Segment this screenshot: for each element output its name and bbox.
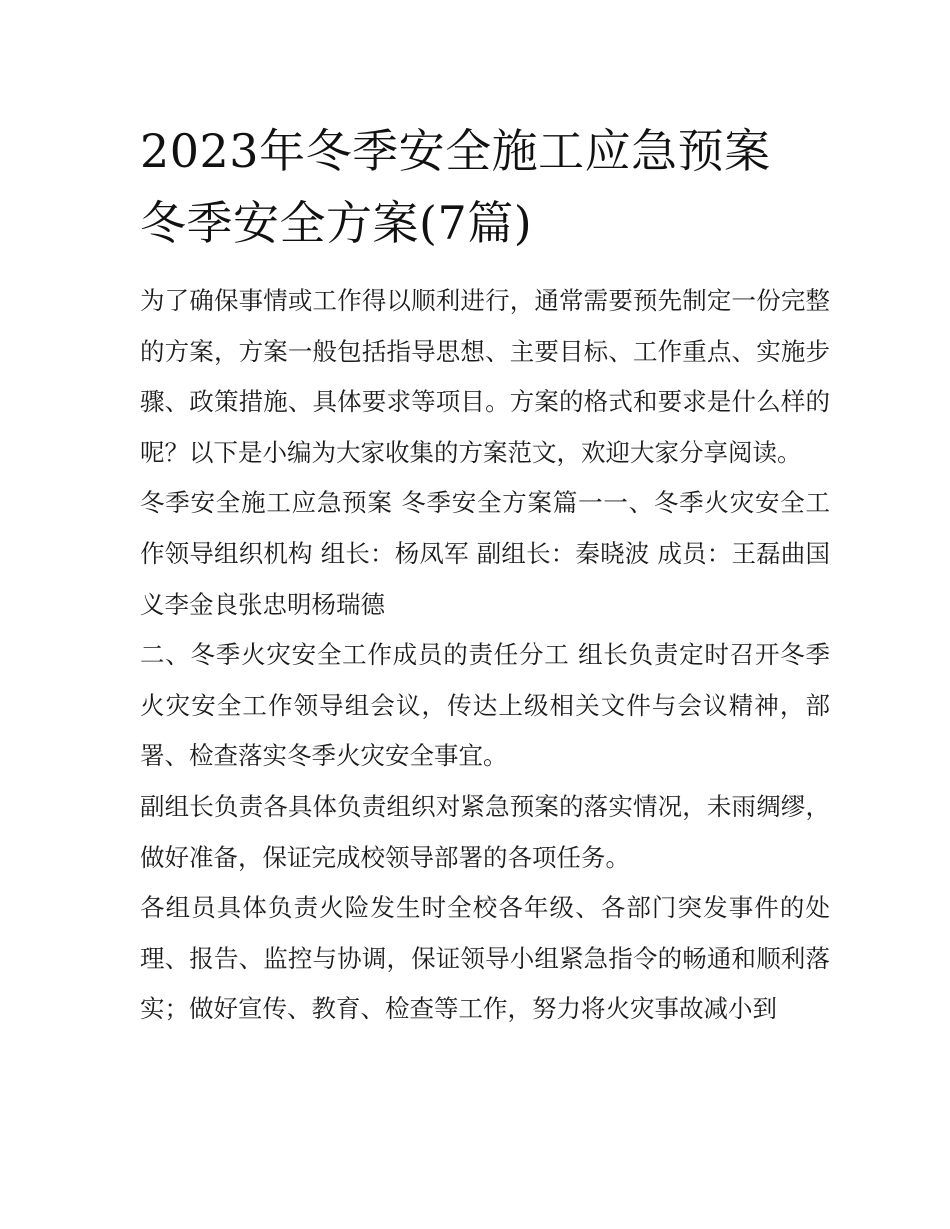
title-line-1: 2023年冬季安全施工应急预案 bbox=[140, 124, 771, 178]
title-line-2: 冬季安全方案(7篇) bbox=[140, 196, 533, 250]
document-body bbox=[140, 276, 830, 1035]
paragraph-organization: 冬季安全施工应急预案 冬季安全方案篇一一、冬季火灾安全工作领导组织机构 组长：杨凤军 副组长：秦晓波 成员：王磊曲国义李金良张忠明杨瑞德 bbox=[140, 488, 830, 619]
paragraph-division-of-duties: 二、冬季火灾安全工作成员的责任分工 组长负责定时召开冬季火灾安全工作领导组会议，传达上级相关文件与会议精神，部署、检查落实冬季火灾安全事宜。 bbox=[140, 640, 830, 771]
document-title bbox=[140, 115, 830, 259]
paragraph-deputy-leader: 副组长负责各具体负责组织对紧急预案的落实情况，未雨绸缪，做好准备，保证完成校领导部署的各项任务。 bbox=[140, 791, 830, 872]
paragraph-members: 各组员具体负责火险发生时全校各年级、各部门突发事件的处理、报告、监控与协调，保证领导小组紧急指令的畅通和顺利落实；做好宣传、教育、检查等工作，努力将火灾事故减小到 bbox=[140, 893, 830, 1024]
paragraph-intro: 为了确保事情或工作得以顺利进行，通常需要预先制定一份完整的方案，方案一般包括指导思想、主要目标、工作重点、实施步骤、政策措施、具体要求等项目。方案的格式和要求是什么样的呢？以下是小编为大家收集的方案范文，欢迎大家分享阅读。 bbox=[140, 286, 830, 467]
